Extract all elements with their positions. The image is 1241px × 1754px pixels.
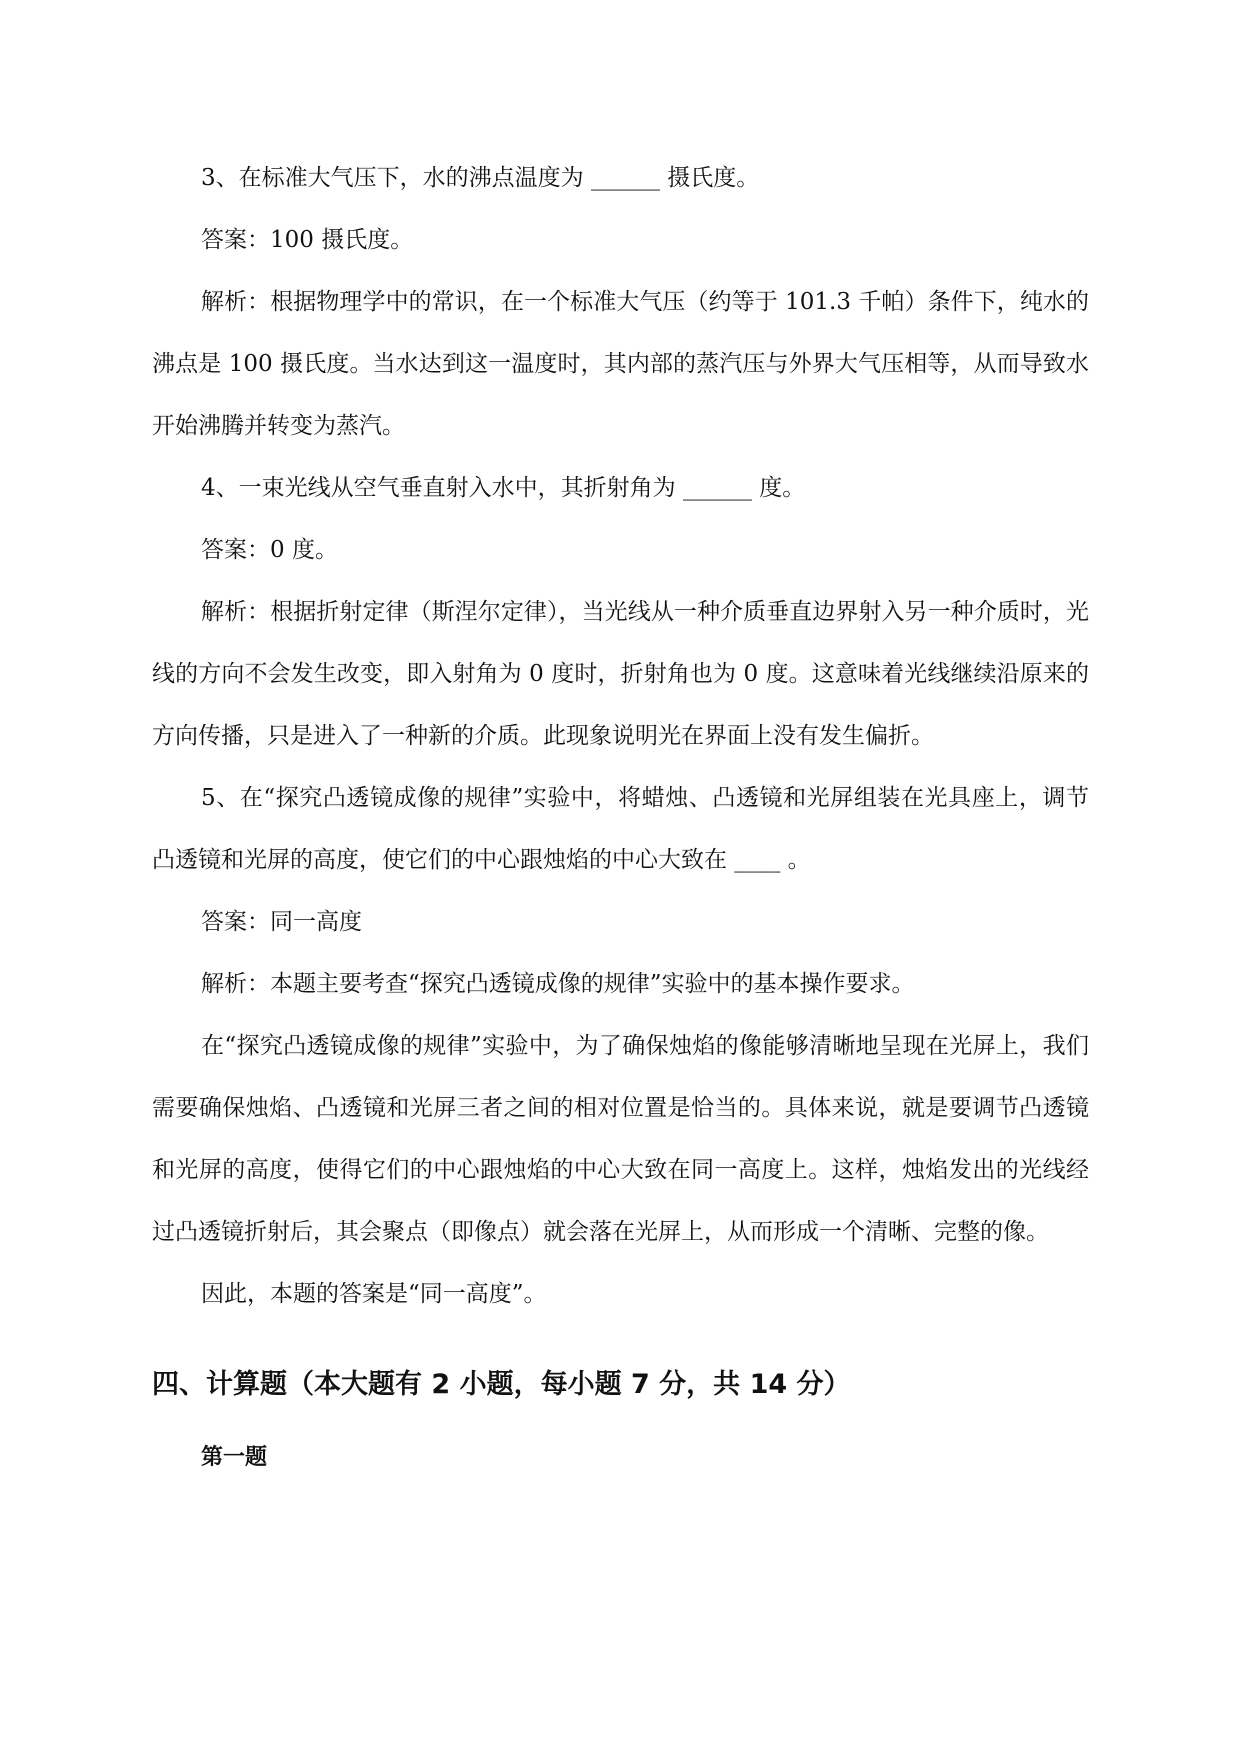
analysis-4: 解析：根据折射定律（斯涅尔定律），当光线从一种介质垂直边界射入另一种介质时，光线的方向不会发生改变，即入射角为 0 度时，折射角也为 0 度。这意味着光线继续沿原来的方向传播，只是进入了一种新的介质。此现象说明光在界面上没有发生偏折。 — [152, 599, 1089, 749]
question-3: 3、在标准大气压下，水的沸点温度为 ______ 摄氏度。 — [201, 165, 760, 191]
analysis-5-intro: 解析：本题主要考查“探究凸透镜成像的规律”实验中的基本操作要求。 — [201, 971, 915, 997]
answer-4: 答案：0 度。 — [201, 537, 338, 563]
question-4: 4、一束光线从空气垂直射入水中，其折射角为 ______ 度。 — [201, 475, 806, 501]
answer-3: 答案：100 摄氏度。 — [201, 227, 414, 253]
question-5: 5、在“探究凸透镜成像的规律”实验中，将蜡烛、凸透镜和光屏组装在光具座上，调节凸透镜和光屏的高度，使它们的中心跟烛焰的中心大致在 ____ 。 — [152, 785, 1089, 873]
answer-5: 答案：同一高度 — [201, 909, 362, 935]
analysis-3: 解析：根据物理学中的常识，在一个标准大气压（约等于 101.3 千帕）条件下，纯水的沸点是 100 摄氏度。当水达到这一温度时，其内部的蒸汽压与外界大气压相等，从而导致水开始沸腾并转变为蒸汽。 — [152, 289, 1089, 439]
sub-heading: 第一题 — [201, 1445, 268, 1470]
analysis-5-detail: 在“探究凸透镜成像的规律”实验中，为了确保烛焰的像能够清晰地呈现在光屏上，我们需要确保烛焰、凸透镜和光屏三者之间的相对位置是恰当的。具体来说，就是要调节凸透镜和光屏的高度，使得它们的中心跟烛焰的中心大致在同一高度上。这样，烛焰发出的光线经过凸透镜折射后，其会聚点（即像点）就会落在光屏上，从而形成一个清晰、完整的像。 — [152, 1033, 1089, 1245]
analysis-5-conclusion: 因此，本题的答案是“同一高度”。 — [201, 1281, 547, 1307]
section-heading: 四、计算题（本大题有 2 小题，每小题 7 分，共 14 分） — [152, 1369, 851, 1400]
page-content — [152, 147, 1089, 1489]
